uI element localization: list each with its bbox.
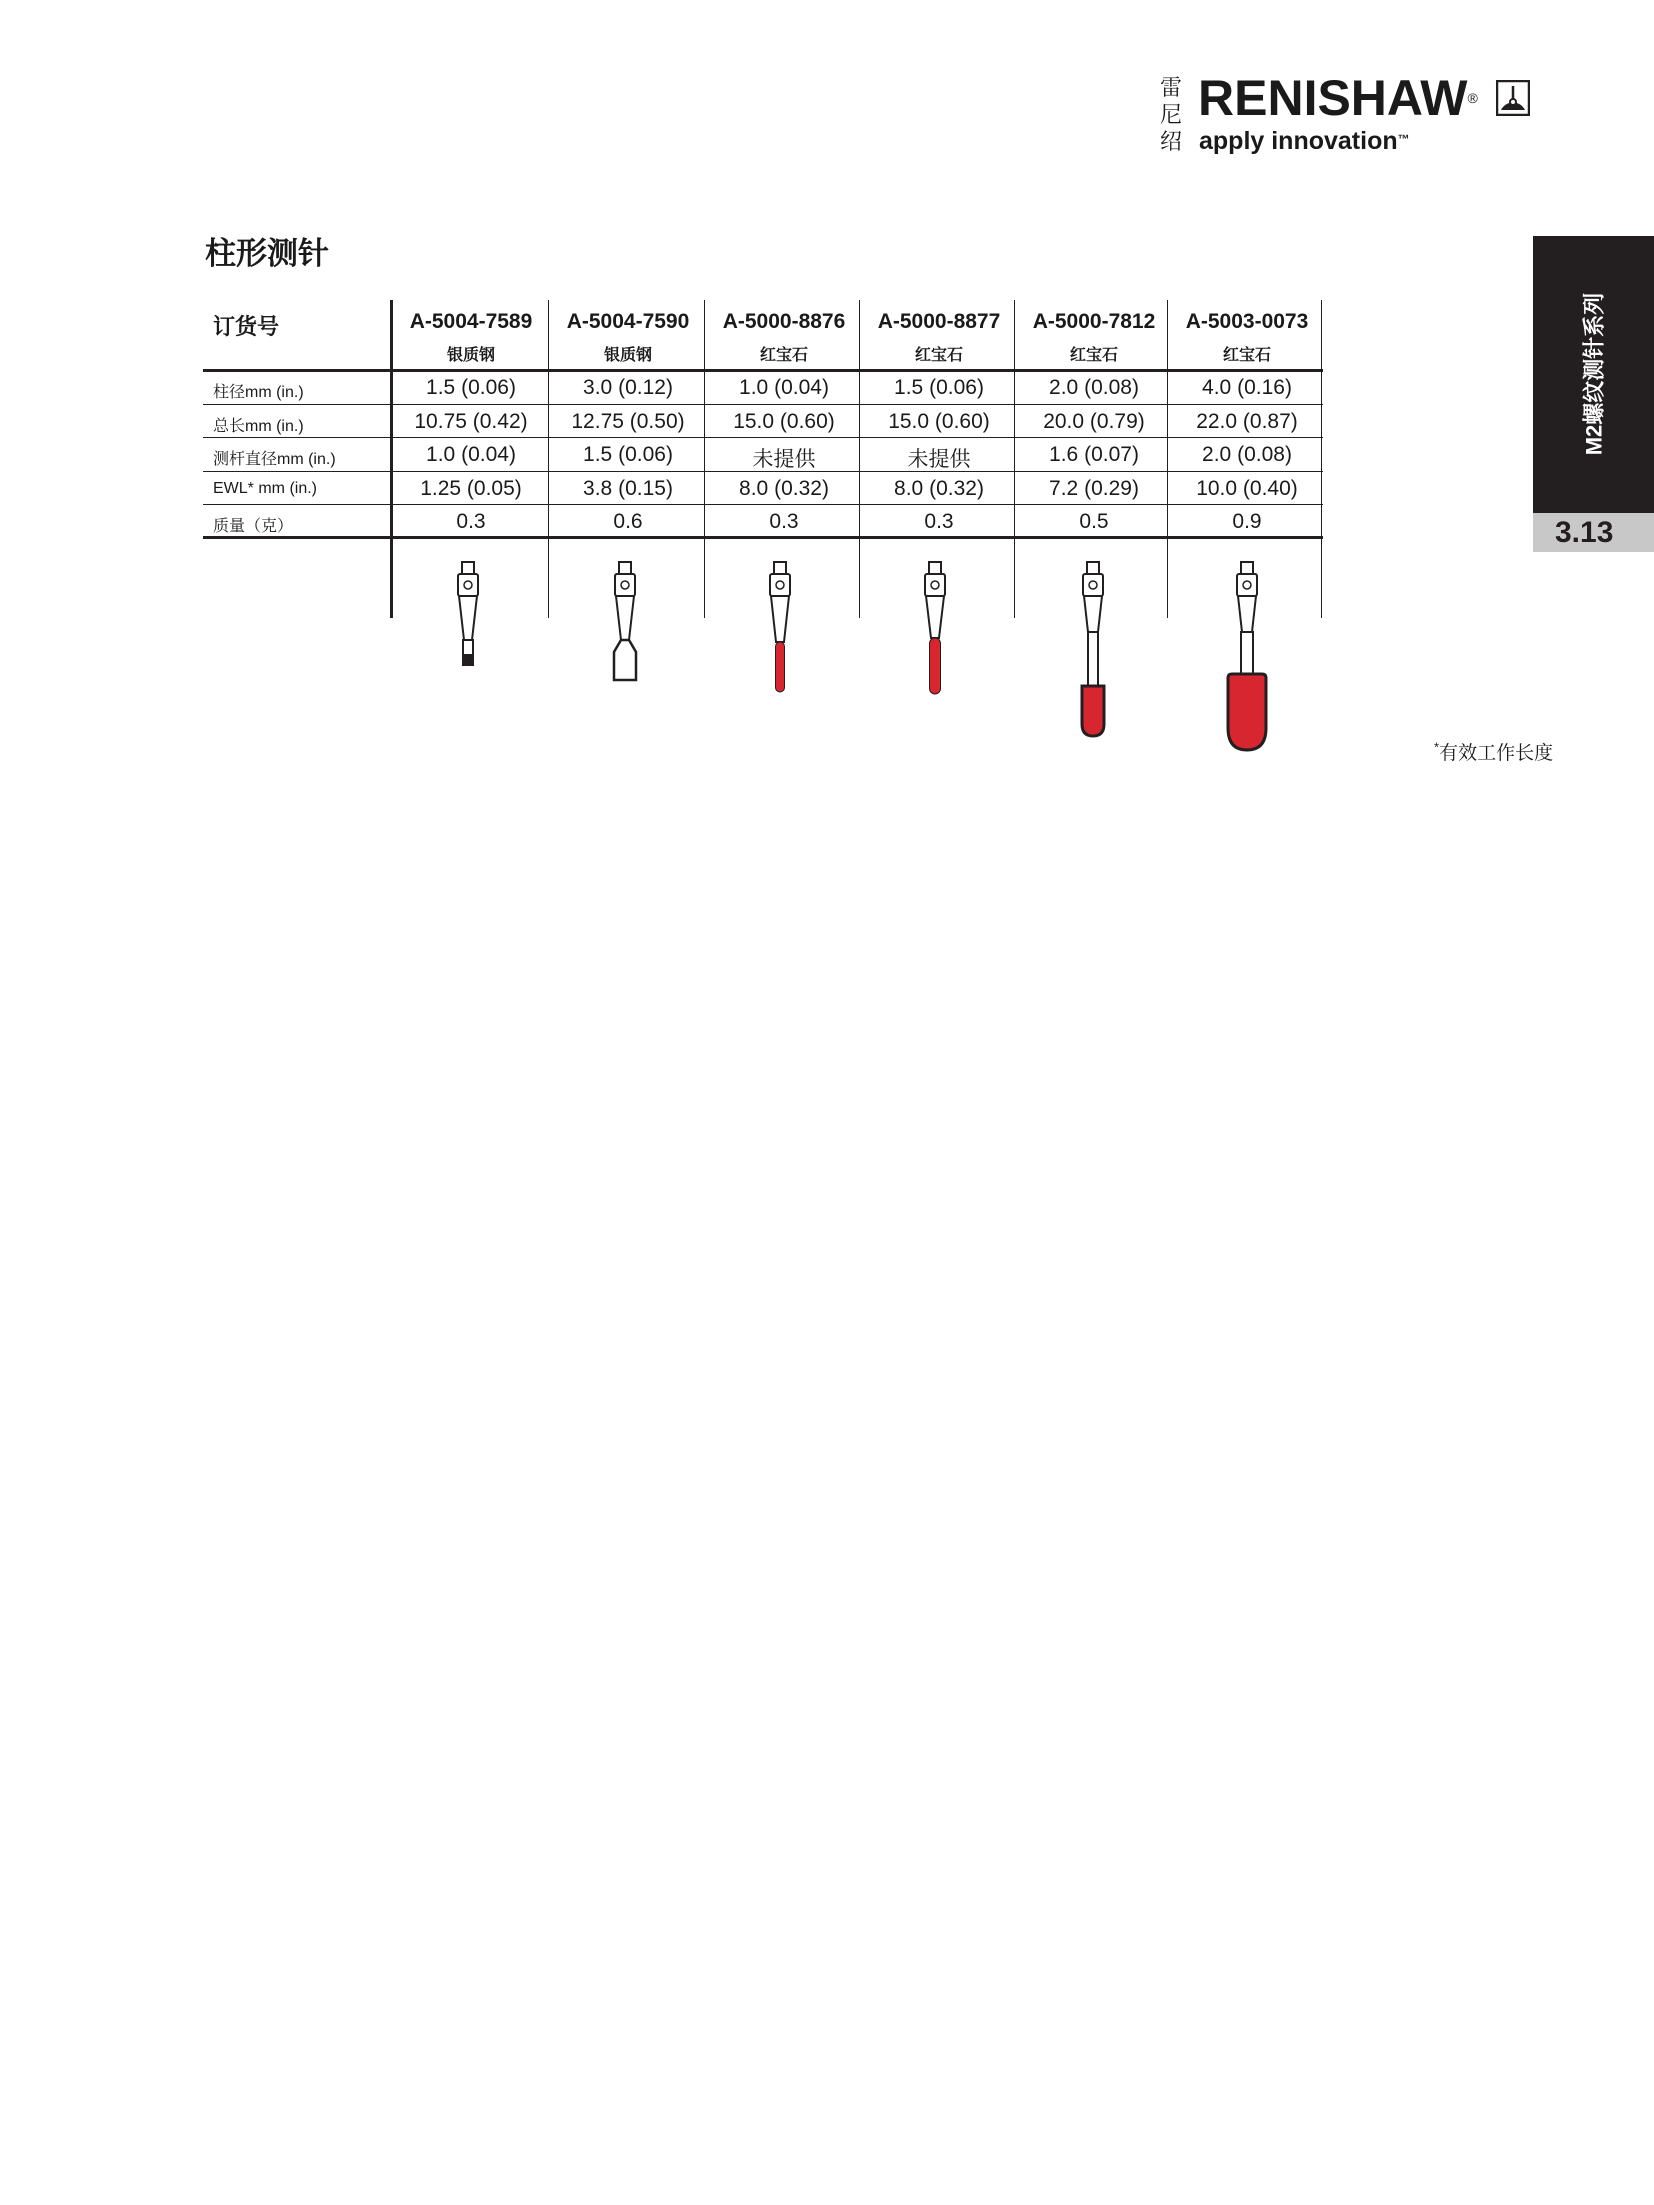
footnote-marker: * [1434,739,1440,755]
footnote-text: 有效工作长度 [1439,743,1554,764]
row-rule [203,471,1323,472]
order-number-label: 订货号 [213,314,280,339]
row-rule [203,504,1323,505]
section-tab [1533,236,1654,513]
table-header-row [203,300,1323,370]
column-part-number: A-5003-0073 [1185,310,1309,333]
table-cell: 20.0 (0.79) [1043,410,1145,433]
column-divider [1014,300,1015,618]
table-cell: 0.3 [769,510,799,533]
column-material: 红宝石 [1069,347,1118,364]
table-row [203,405,1323,438]
table-row [203,438,1323,471]
column-divider [548,300,549,618]
column-divider [1167,300,1168,618]
cylinder-stylus-ruby-4-0-icon [1219,560,1275,755]
column-material: 红宝石 [1222,347,1271,364]
column-part-number: A-5000-8877 [877,310,1001,333]
cylinder-stylus-ruby-2-0-icon [1069,560,1117,740]
row-rule [203,404,1323,405]
row-label: 质量（克） [213,518,294,535]
brand-chinese-char: 雷 [1160,75,1183,100]
table-cell: 1.6 (0.07) [1049,443,1139,466]
cylinder-stylus-ruby-1-0-icon [759,560,801,700]
brand-chinese-char: 绍 [1160,129,1183,154]
header-rule [203,369,1323,372]
brand-logo [1160,72,1540,162]
table-cell: 15.0 (0.60) [888,410,990,433]
column-material: 红宝石 [759,347,808,364]
table-cell: 未提供 [752,448,816,471]
row-label: 测杆直径mm (in.) [213,451,336,468]
column-part-number: A-5000-8876 [722,310,846,333]
table-row [203,505,1323,538]
section-tab-label: M2螺纹测针系列 [1581,292,1607,456]
row-rule [203,536,1323,539]
trademark-mark: ™ [1397,132,1410,146]
cylinder-stylus-steel-3-0-icon [604,560,646,685]
table-cell: 8.0 (0.32) [894,477,984,500]
brand-name-text: RENISHAW [1198,70,1468,126]
table-cell: 1.25 (0.05) [420,477,522,500]
table-cell: 15.0 (0.60) [733,410,835,433]
table-cell: 12.75 (0.50) [571,410,685,433]
page-title: 柱形测针 [205,236,329,271]
column-divider [390,300,393,618]
brand-tagline [1199,127,1410,155]
table-cell: 2.0 (0.08) [1202,443,1292,466]
renishaw-probe-logo-icon [1496,80,1530,116]
table-cell: 1.0 (0.04) [739,376,829,399]
page-number: 3.13 [1555,516,1614,549]
column-divider [1321,300,1322,618]
column-material: 银质钢 [446,347,495,364]
row-label: 柱径mm (in.) [213,384,304,401]
table-cell: 1.5 (0.06) [426,376,516,399]
row-label: 总长mm (in.) [213,418,304,435]
table-cell: 22.0 (0.87) [1196,410,1298,433]
page-number-tab [1533,513,1654,552]
row-label: EWL* mm (in.) [213,480,317,497]
table-cell: 2.0 (0.08) [1049,376,1139,399]
table-cell: 4.0 (0.16) [1202,376,1292,399]
table-cell: 7.2 (0.29) [1049,477,1139,500]
table-cell: 1.5 (0.06) [894,376,984,399]
column-part-number: A-5004-7590 [566,310,690,333]
column-part-number: A-5004-7589 [409,310,533,333]
table-cell: 0.3 [924,510,954,533]
registered-mark: ® [1467,90,1478,106]
table-cell: 0.6 [613,510,643,533]
table-row [203,472,1323,505]
table-cell: 10.75 (0.42) [414,410,528,433]
cylinder-stylus-ruby-1-5-icon [914,560,956,700]
table-cell: 1.5 (0.06) [583,443,673,466]
table-cell: 0.5 [1079,510,1109,533]
cylinder-stylus-steel-1-5-icon [447,560,489,670]
brand-wordmark [1198,72,1478,124]
table-cell: 8.0 (0.32) [739,477,829,500]
table-cell: 0.3 [456,510,486,533]
column-divider [704,300,705,618]
tagline-text: apply innovation [1199,127,1398,155]
column-material: 银质钢 [603,347,652,364]
row-rule [203,437,1323,438]
footnote [1434,738,1553,765]
table-row [203,371,1323,404]
table-cell: 3.8 (0.15) [583,477,673,500]
table-cell: 未提供 [907,448,971,471]
brand-chinese-char: 尼 [1160,102,1183,127]
table-cell: 1.0 (0.04) [426,443,516,466]
column-divider [859,300,860,618]
table-cell: 3.0 (0.12) [583,376,673,399]
table-cell: 10.0 (0.40) [1196,477,1298,500]
table-cell: 0.9 [1232,510,1262,533]
column-part-number: A-5000-7812 [1032,310,1156,333]
brand-chinese-name [1160,74,1186,155]
column-material: 红宝石 [914,347,963,364]
